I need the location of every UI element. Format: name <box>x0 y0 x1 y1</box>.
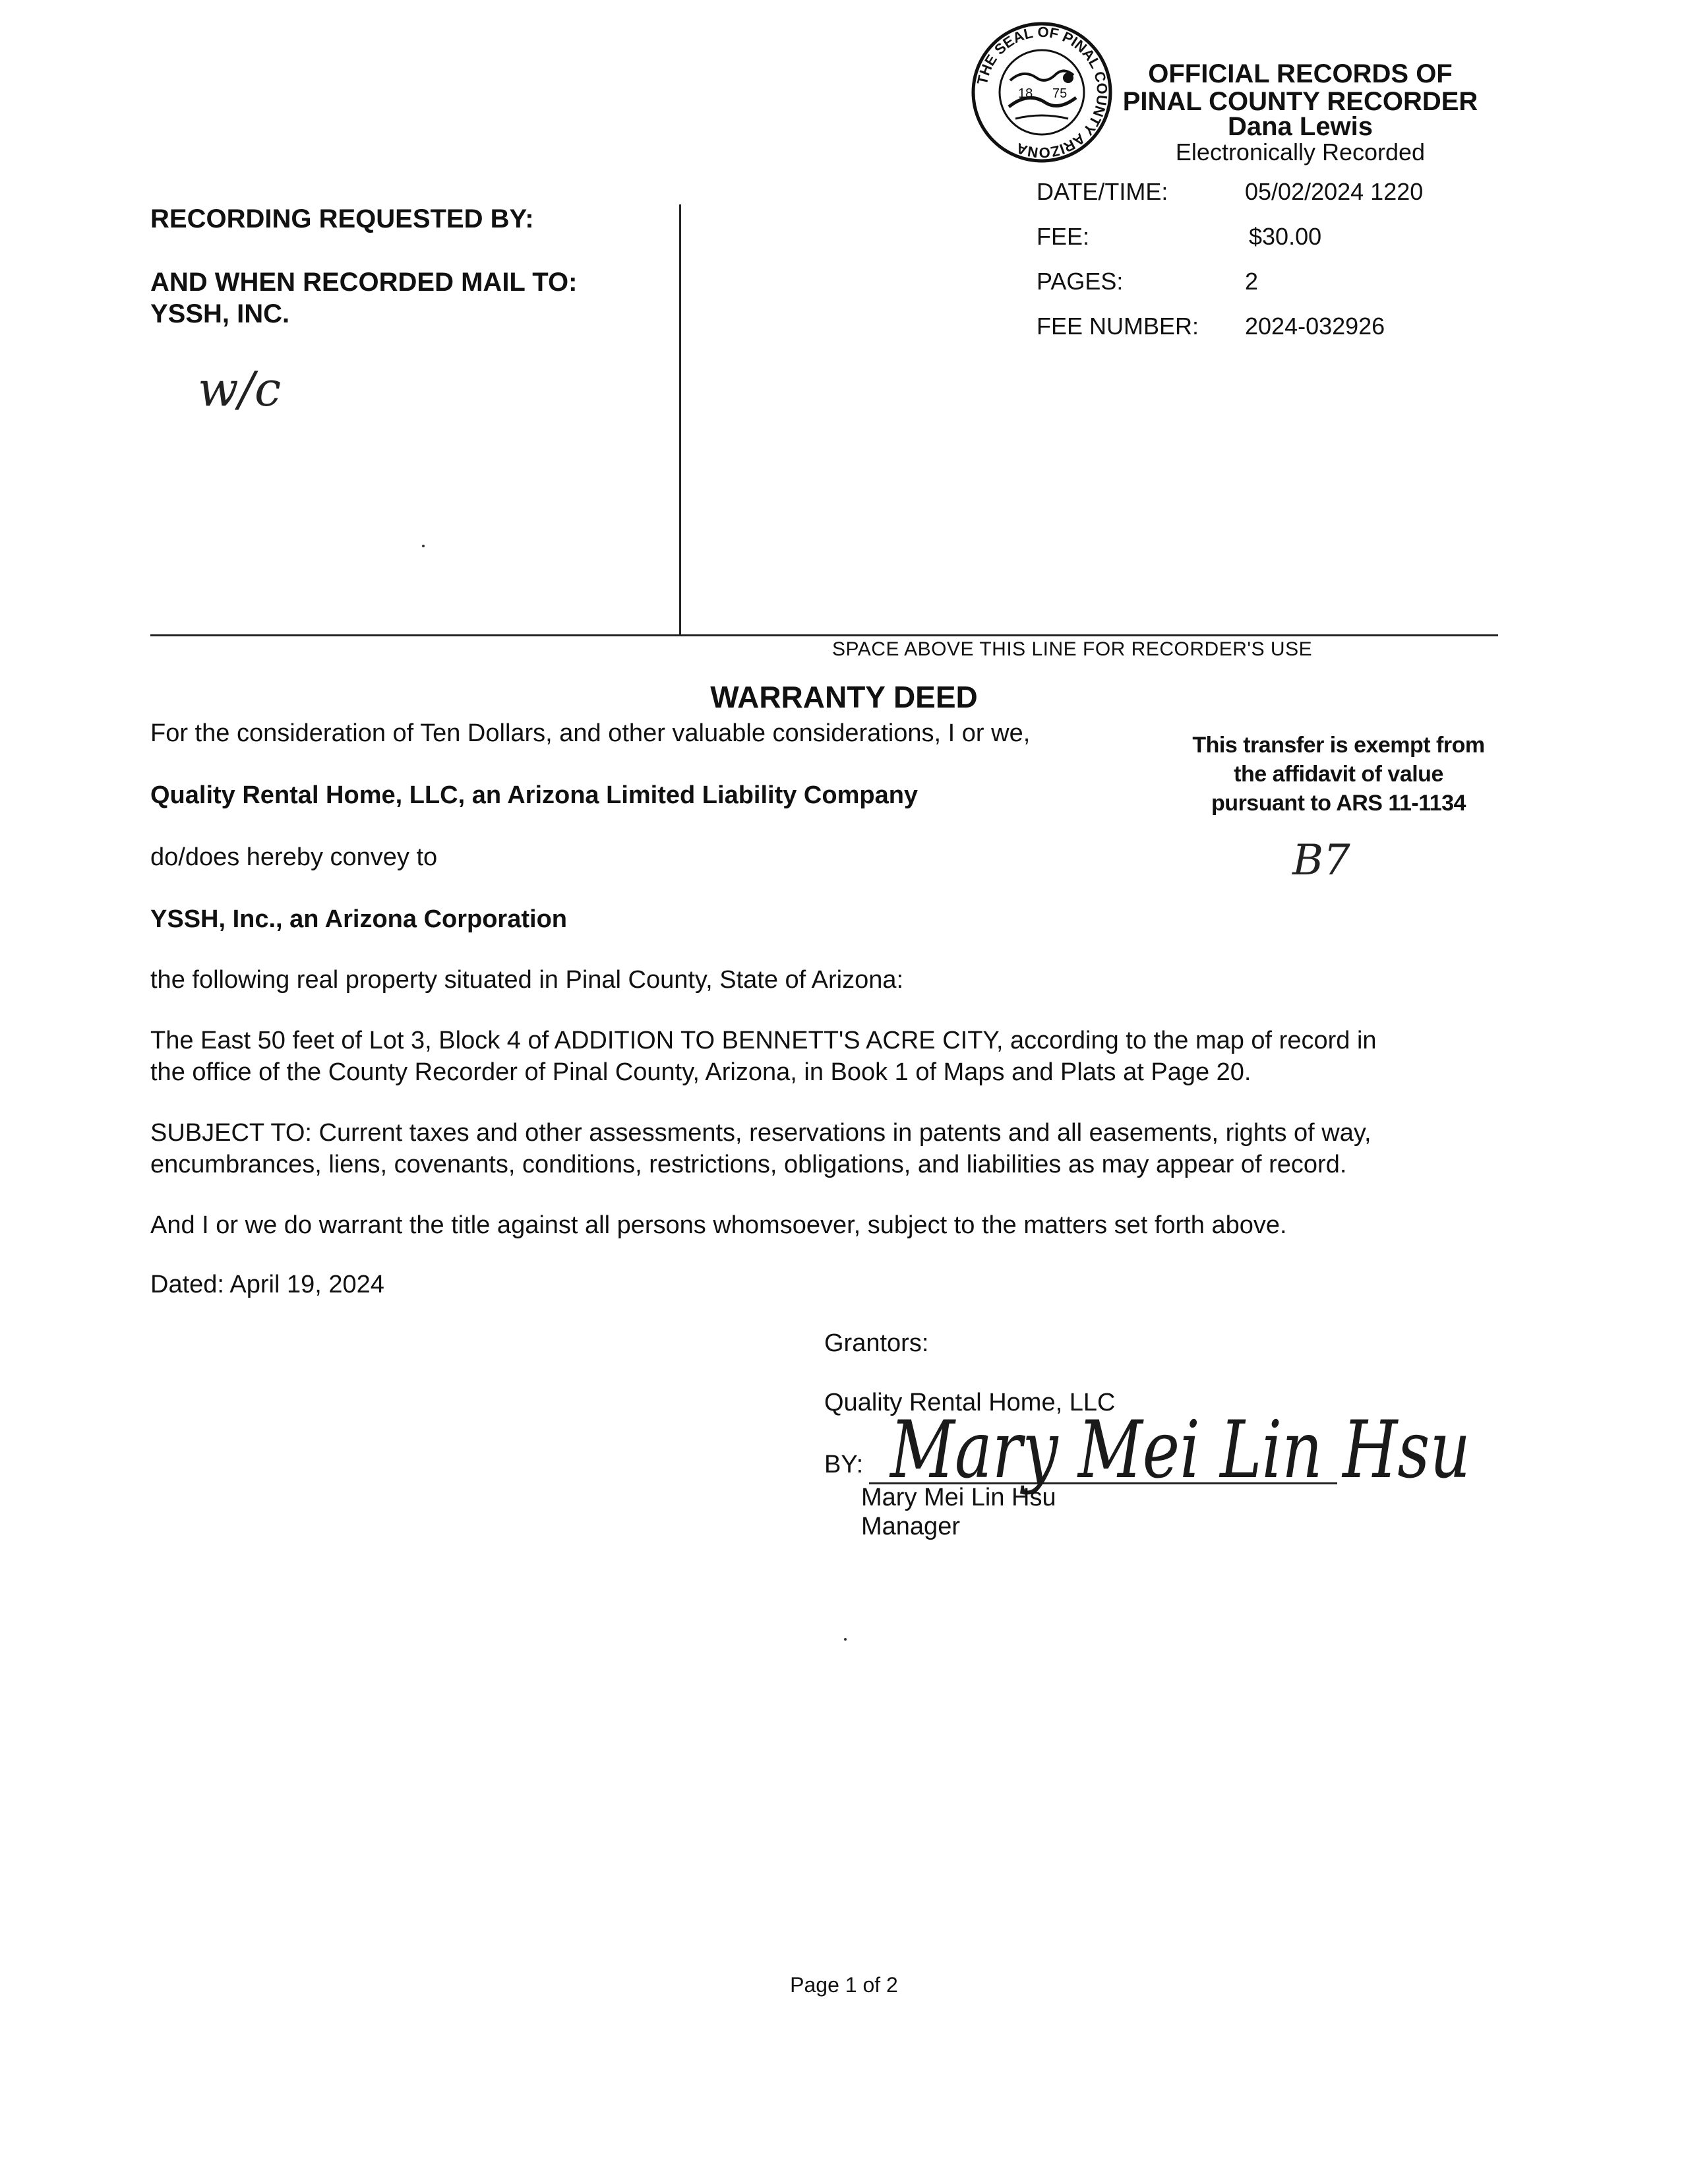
exempt-stamp <box>1187 731 1490 818</box>
handwritten-note: w/c <box>198 361 282 417</box>
date-time-label: DATE/TIME: <box>1037 178 1168 205</box>
fee-label: FEE: <box>1037 223 1090 250</box>
recorded-note: Electronically Recorded <box>1175 138 1426 166</box>
svg-text:THE SEAL OF PINAL COUNTY ARIZO: THE SEAL OF PINAL COUNTY ARIZONA <box>973 23 1111 162</box>
deed-title: WARRANTY DEED <box>710 680 978 714</box>
exempt-line2: the affidavit of value <box>1234 762 1443 787</box>
signer-name: Mary Mei Lin Hsu <box>861 1484 1056 1511</box>
consideration-text: For the consideration of Ten Dollars, and other valuable considerations, I or we, <box>150 719 1031 747</box>
recorder-use-note: SPACE ABOVE THIS LINE FOR RECORDER'S USE <box>832 638 1313 660</box>
grantee-name: YSSH, Inc., an Arizona Corporation <box>150 905 567 933</box>
recorder-title-line1: OFFICIAL RECORDS OF <box>1148 59 1453 88</box>
property-intro: the following real property situated in Pinal County, State of Arizona: <box>150 966 904 994</box>
pages-value: 2 <box>1245 268 1259 295</box>
county-seal-icon <box>969 20 1114 165</box>
recording-requested-by: RECORDING REQUESTED BY: <box>150 204 534 233</box>
dated-text: Dated: April 19, 2024 <box>150 1271 384 1298</box>
mail-to-label: AND WHEN RECORDED MAIL TO: <box>150 268 578 297</box>
by-label: BY: <box>824 1451 864 1478</box>
warranty-text: And I or we do warrant the title against all persons whomsoever, subject to the matters set forth above. <box>150 1211 1287 1239</box>
subject-to-line2: encumbrances, liens, covenants, conditions, restrictions, obligations, and liabilities as may appear of record. <box>150 1151 1347 1178</box>
exempt-line3: pursuant to ARS 11-1134 <box>1211 791 1466 816</box>
legal-description-line2: the office of the County Recorder of Pinal County, Arizona, in Book 1 of Maps and Plats at Page 20. <box>150 1058 1251 1086</box>
convey-text: do/does hereby convey to <box>150 843 438 871</box>
exempt-code: B7 <box>1292 836 1350 885</box>
fee-number-label: FEE NUMBER: <box>1037 313 1199 340</box>
subject-to-line1: SUBJECT TO: Current taxes and other assessments, reservations in patents and all easements, rights of way, <box>150 1119 1372 1147</box>
legal-description-line1: The East 50 feet of Lot 3, Block 4 of ADDITION TO BENNETT'S ACRE CITY, according to the map of record in <box>150 1027 1377 1054</box>
grantor-name: Quality Rental Home, LLC, an Arizona Limited Liability Company <box>150 781 919 809</box>
recorder-title-line2: PINAL COUNTY RECORDER <box>1122 87 1478 116</box>
scan-speck <box>844 1638 847 1641</box>
date-time-value: 05/02/2024 1220 <box>1245 178 1424 205</box>
recorder-name: Dana Lewis <box>1227 112 1373 141</box>
fee-number-value: 2024-032926 <box>1245 313 1385 340</box>
svg-text:Mary Mei Lin Hsu: Mary Mei Lin Hsu <box>889 1405 1470 1496</box>
grantor-company: Quality Rental Home, LLC <box>824 1389 1116 1416</box>
signer-title: Manager <box>861 1513 960 1540</box>
grantors-label: Grantors: <box>824 1329 929 1357</box>
recorder-use-line <box>150 634 1498 636</box>
pages-label: PAGES: <box>1037 268 1124 295</box>
exempt-line1: This transfer is exempt from <box>1192 733 1485 758</box>
svg-text:75: 75 <box>1052 86 1068 101</box>
fee-value: $30.00 <box>1249 223 1322 250</box>
scan-speck <box>422 545 425 547</box>
svg-text:18: 18 <box>1018 86 1033 101</box>
vertical-divider <box>679 204 681 636</box>
mail-to-name: YSSH, INC. <box>150 299 290 328</box>
page-number: Page 1 of 2 <box>790 1973 898 1997</box>
